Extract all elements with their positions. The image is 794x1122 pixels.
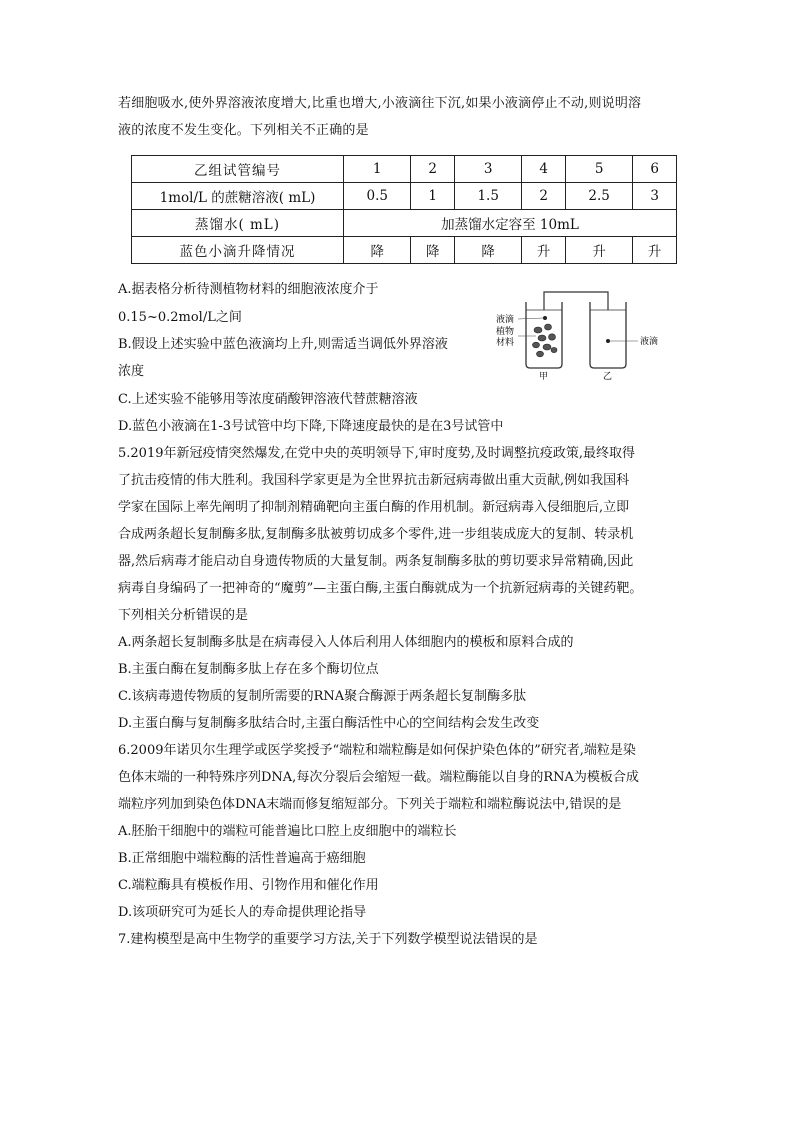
q4-option-b-line-1: B.假设上述实验中蓝色液滴均上升,则需适当调低外界溶液 [118,337,448,352]
row-label-tube-number: 乙组试管编号 [132,156,344,183]
label-right-droplet: 液滴 [640,337,659,347]
tube-number-cell: 1 [344,156,411,183]
q5-stem-line: 病毒自身编码了一把神奇的“魔剪”—主蛋白酶,主蛋白酶就成为一个抗新冠病毒的关键药靶。 [118,581,643,596]
q6-stem-line: 端粒序列加到染色体DNA末端而修复缩短部分。下列关于端粒和端粒酶说法中,错误的是 [118,797,622,812]
q5-option-c: C.该病毒遗传物质的复制所需要的RNA聚合酶源于两条超长复制酶多肽 [118,689,527,704]
table-row [132,156,677,183]
q5-option-d: D.主蛋白酶与复制酶多肽结合时,主蛋白酶活性中心的空间结构会发生改变 [118,716,540,731]
tube-number-cell: 3 [454,156,521,183]
q5-stem-line: 合成两条超长复制酶多肽,复制酶多肽被剪切成多个零件,进一步组装成庞大的复制、转录机 [118,527,634,542]
sucrose-volume-cell: 1.5 [454,183,521,210]
label-plant-1: 植物 [496,327,515,337]
table-row [132,183,677,210]
q6-option-d: D.该项研究可为延长人的寿命提供理论指导 [118,905,367,920]
sucrose-volume-cell: 0.5 [344,183,411,210]
droplet-dot [543,316,547,320]
leader-line [518,318,543,319]
q5-stem-line: 了抗击疫情的伟大胜利。我国科学家更是为全世界抗击新冠病毒做出重大贡献,例如我国科 [118,473,630,488]
beaker-figure [496,288,666,380]
q5-option-b: B.主蛋白酶在复制酶多肽上存在多个酶切位点 [118,662,379,677]
intro-line-2: 液的浓度不发生变化。下列相关不正确的是 [118,123,369,138]
movement-cell: 升 [633,237,677,264]
droplet-dot [606,339,610,343]
q4-option-c: C.上述实验不能够用等浓度硝酸钾溶液代替蔗糖溶液 [118,392,418,407]
beaker-diagram [496,288,666,380]
sucrose-volume-cell: 1 [411,183,455,210]
movement-cell: 升 [522,237,566,264]
experiment-table [131,155,677,264]
plant-material [533,324,558,357]
q4-option-d: D.蓝色小液滴在1-3号试管中均下降,下降速度最快的是在3号试管中 [118,419,504,434]
q6-option-b: B.正常细胞中端粒酶的活性普遍高于癌细胞 [118,851,366,866]
q6-option-a: A.胚胎干细胞中的端粒可能普遍比口腔上皮细胞中的端粒长 [118,824,457,839]
q4-option-b-line-2: 浓度 [118,364,145,379]
q6-stem-line: 6.2009年诺贝尔生理学或医学奖授予“端粒和端粒酶是如何保护染色体的”研究者,端粒是染 [118,743,636,758]
row-label-movement: 蓝色小滴升降情况 [132,237,344,264]
connecting-tube [544,292,608,310]
sucrose-volume-cell: 2.5 [565,183,632,210]
row-label-sucrose: 1mol/L 的蔗糖溶液( mL) [132,183,344,210]
tube-number-cell: 6 [633,156,677,183]
movement-cell: 升 [565,237,632,264]
tube-number-cell: 5 [565,156,632,183]
movement-cell: 降 [411,237,455,264]
intro-line-1: 若细胞吸水,使外界溶液浓度增大,比重也增大,小液滴往下沉,如果小液滴停止不动,则说明溶 [118,96,642,111]
table-row [132,210,677,237]
q5-stem-line: 5.2019年新冠疫情突然爆发,在党中央的英明领导下,审时度势,及时调整抗疫政策,最终取得 [118,446,636,461]
movement-cell: 降 [344,237,411,264]
label-jia: 甲 [539,372,549,380]
q4-option-a-line-1: A.据表格分析待测植物材料的细胞液浓度介于 [118,282,379,297]
q4-option-a-line-2: 0.15~0.2mol/L之间 [118,310,242,325]
label-yi: 乙 [603,372,613,380]
q5-stem-line: 下列相关分析错误的是 [118,608,249,623]
q5-stem-line: 器,然后病毒才能启动自身遗传物质的大量复制。两条复制酶多肽的剪切要求异常精确,因此 [118,554,634,569]
sucrose-volume-cell: 3 [633,183,677,210]
label-droplet: 液滴 [496,315,515,325]
q6-stem-line: 色体末端的一种特殊序列DNA,每次分裂后会缩短一截。端粒酶能以自身的RNA为模板合成 [118,770,639,785]
tube-number-cell: 2 [411,156,455,183]
q5-option-a: A.两条超长复制酶多肽是在病毒侵入人体后利用人体细胞内的模板和原料合成的 [118,635,574,650]
water-note-cell: 加蒸馏水定容至 10mL [344,210,677,237]
q5-stem-line: 学家在国际上率先阐明了抑制剂精确靶向主蛋白酶的作用机制。新冠病毒入侵细胞后,立即 [118,500,630,515]
q6-option-c: C.端粒酶具有模板作用、引物作用和催化作用 [118,878,379,893]
row-label-water: 蒸馏水( mL) [132,210,344,237]
movement-cell: 降 [454,237,521,264]
q7-stem: 7.建构模型是高中生物学的重要学习方法,关于下列数学模型说法错误的是 [118,932,538,947]
label-plant-2: 材料 [496,338,515,348]
beaker-yi [590,302,626,368]
sucrose-volume-cell: 2 [522,183,566,210]
tube-number-cell: 4 [522,156,566,183]
table-row [132,237,677,264]
